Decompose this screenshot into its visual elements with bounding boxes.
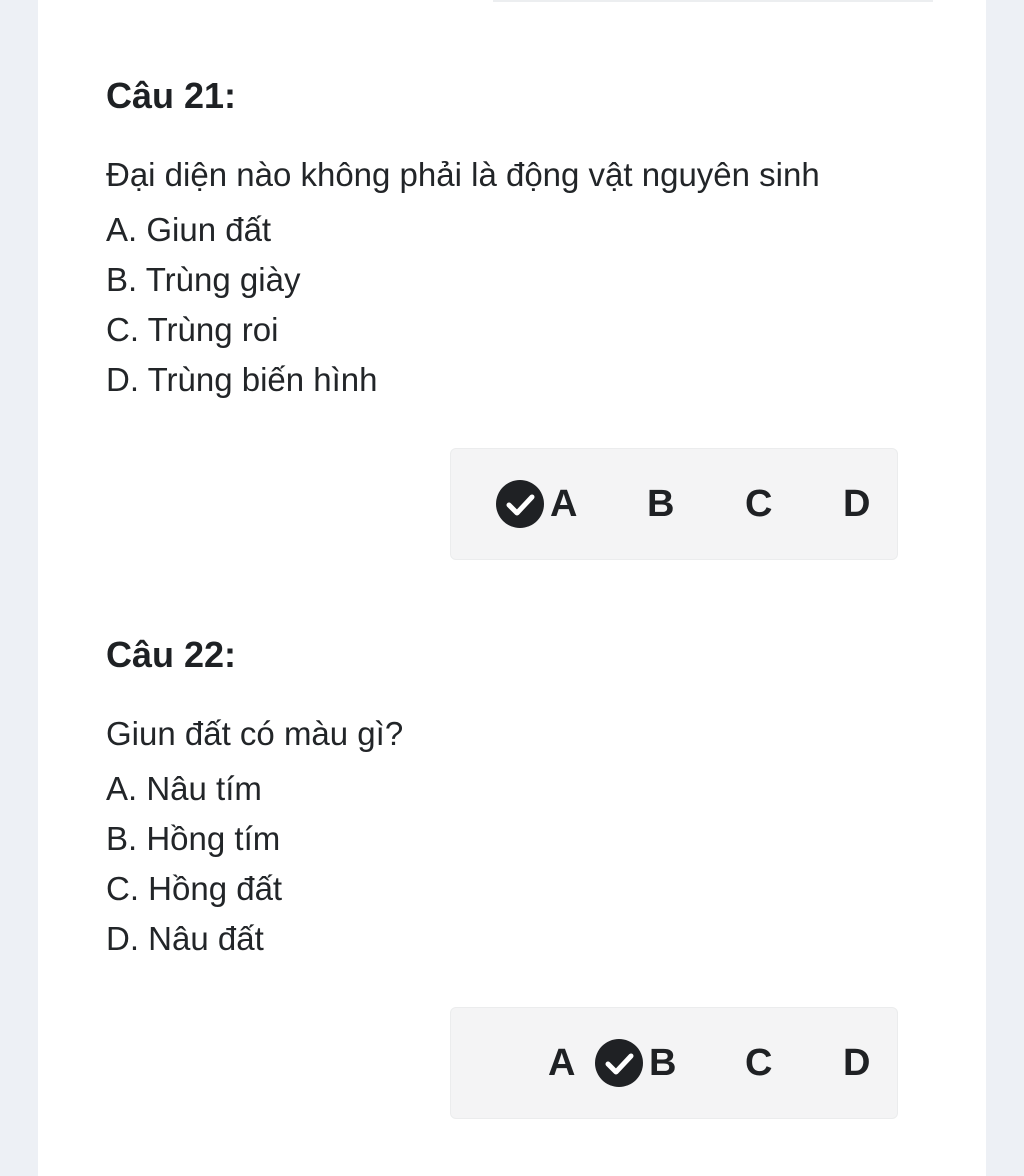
option-c: C. Trùng roi <box>106 311 279 348</box>
answer-choice-label: B <box>647 483 675 525</box>
question-title: Câu 22: <box>106 634 237 675</box>
question-text: Giun đất có màu gì? <box>106 715 404 752</box>
option-a: A. Giun đất <box>106 211 272 248</box>
top-divider <box>493 0 933 2</box>
option-d: D. Trùng biến hình <box>106 361 378 398</box>
question-title: Câu 21: <box>106 75 237 116</box>
question-21 <box>106 74 926 405</box>
answer-choice-label: A <box>548 1042 576 1084</box>
question-text: Đại diện nào không phải là động vật nguyên sinh <box>106 156 820 193</box>
answer-choice-c[interactable] <box>745 1008 772 1118</box>
quiz-card <box>38 0 986 1176</box>
option-b: B. Trùng giày <box>106 261 301 298</box>
answer-choice-a[interactable] <box>550 449 577 559</box>
answer-bar-21 <box>450 448 898 560</box>
option-list <box>106 205 926 405</box>
answer-choice-a[interactable] <box>548 1008 575 1118</box>
option-list <box>106 764 926 964</box>
answer-choice-b[interactable] <box>647 449 674 559</box>
option-d: D. Nâu đất <box>106 920 264 957</box>
answer-choice-label: D <box>843 1042 871 1084</box>
answer-choice-c[interactable] <box>745 449 772 559</box>
answer-choice-d[interactable] <box>843 449 870 559</box>
answer-bar-22 <box>450 1007 898 1119</box>
answer-choice-label: B <box>649 1042 677 1084</box>
question-22 <box>106 633 926 964</box>
answer-choice-label: C <box>745 1042 773 1084</box>
check-circle-icon <box>496 480 544 528</box>
answer-choice-label: A <box>550 483 578 525</box>
answer-choice-b[interactable] <box>649 1008 676 1118</box>
option-c: C. Hồng đất <box>106 870 283 907</box>
answer-choice-d[interactable] <box>843 1008 870 1118</box>
option-b: B. Hồng tím <box>106 820 281 857</box>
check-circle-icon <box>595 1039 643 1087</box>
option-a: A. Nâu tím <box>106 770 262 807</box>
answer-choice-label: C <box>745 483 773 525</box>
answer-choice-label: D <box>843 483 871 525</box>
